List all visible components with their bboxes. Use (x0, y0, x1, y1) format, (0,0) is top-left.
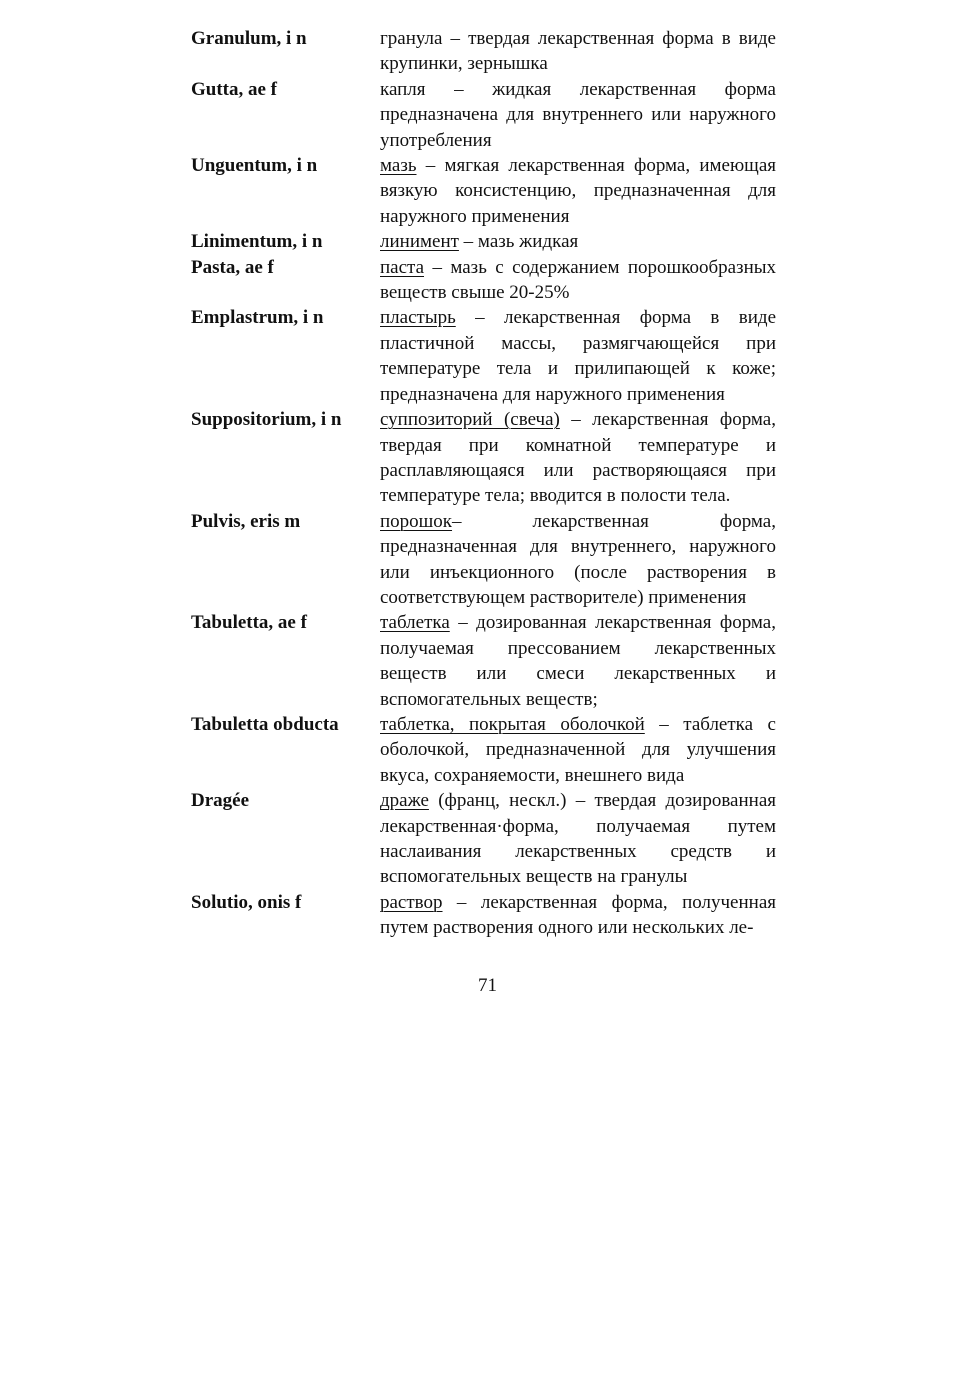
latin-term: Granulum, i n (191, 28, 307, 49)
glossary-entry (191, 610, 791, 712)
definition-text: (франц, нескл.) – твердая дозированная лекарственная·форма, получаемая путем наслаивания лекарственных средств и вспомогательных веществ на гранулы (380, 790, 776, 888)
definition-headword: драже (380, 790, 429, 812)
definition (380, 26, 776, 77)
definition-text: – мазь жидкая (458, 231, 579, 253)
glossary-entry (191, 890, 791, 941)
glossary-entry (191, 788, 791, 890)
definition (380, 788, 776, 890)
latin-term: Dragée (191, 790, 250, 812)
latin-term: Solutio, onis f (191, 891, 302, 913)
definition (380, 407, 776, 509)
definition-text: гранула – твердая лекарственная форма в виде крупинки, зернышка (380, 28, 776, 75)
definition (380, 890, 776, 941)
definition-text: – дозированная лекарственная форма, получаемая прессованием лекарственных веществ или смеси лекарственных и вспомогательных веществ; (380, 612, 776, 710)
definition (380, 712, 776, 788)
glossary-entry (191, 305, 791, 407)
definition (380, 77, 776, 153)
definition-text: капля – жидкая лекарственная форма предназначена для внутреннего или наружного употребления (380, 78, 776, 151)
page-number: 71 (478, 975, 497, 996)
definition-text: – лекарственная форма, предназначенная для внутреннего, наружного или инъекционного (после растворения в соответствующем растворителе) применения (380, 510, 776, 608)
glossary-entry (191, 77, 791, 153)
definition-headword: порошок (380, 510, 453, 532)
definition-text: – лекарственная форма в виде пластичной массы, размягчающейся при температуре тела и прилипающей к коже; предназначена для наружного применения (380, 307, 776, 405)
glossary-entry (191, 26, 791, 77)
glossary-entry (191, 712, 791, 788)
definition-headword: суппозиторий (свеча) (380, 409, 560, 431)
latin-term: Pulvis, eris m (191, 510, 301, 532)
definition-headword: пластырь (380, 307, 456, 329)
definition-text: – таблетка с оболочкой, предназначенной для улучшения вкуса, сохраняемости, внешнего вида (380, 713, 776, 786)
glossary (191, 26, 791, 941)
definition-headword: мазь (380, 155, 417, 177)
definition (380, 229, 776, 254)
glossary-entry (191, 509, 791, 611)
latin-term: Pasta, ae f (191, 256, 274, 278)
definition-headword: таблетка (380, 612, 450, 634)
latin-term: Suppositorium, i n (191, 409, 342, 431)
latin-term: Tabuletta, ae f (191, 612, 307, 634)
glossary-entry (191, 407, 791, 509)
glossary-entry (191, 153, 791, 229)
definition-headword: линимент (380, 231, 459, 253)
glossary-entry (191, 229, 791, 254)
latin-term: Tabuletta obducta (191, 713, 339, 735)
definition-text: – лекарственная форма, полученная путем растворения одного или нескольких ле- (380, 891, 776, 939)
definition-headword: раствор (380, 891, 443, 913)
definition-text: – мягкая лекарственная форма, имеющая вязкую консистенцию, предназначенная для наружного применения (380, 155, 776, 227)
definition (380, 610, 776, 712)
definition-headword: паста (380, 256, 425, 278)
definition-text: – лекарственная форма, твердая при комнатной температуре и расплавляющаяся или растворяющаяся при температуре тела; вводится в полости тела. (380, 409, 776, 507)
glossary-entry (191, 255, 791, 306)
latin-term: Unguentum, i n (191, 155, 318, 177)
definition-text: – мазь с содержанием порошкообразных веществ свыше 20-25% (380, 256, 776, 304)
definition-headword: таблетка, покрытая оболочкой (380, 713, 645, 735)
latin-term: Emplastrum, i n (191, 307, 324, 329)
definition (380, 305, 776, 407)
latin-term: Gutta, ae f (191, 78, 278, 100)
definition (380, 255, 776, 306)
latin-term: Linimentum, i n (191, 231, 323, 253)
definition (380, 509, 776, 611)
definition (380, 153, 776, 229)
